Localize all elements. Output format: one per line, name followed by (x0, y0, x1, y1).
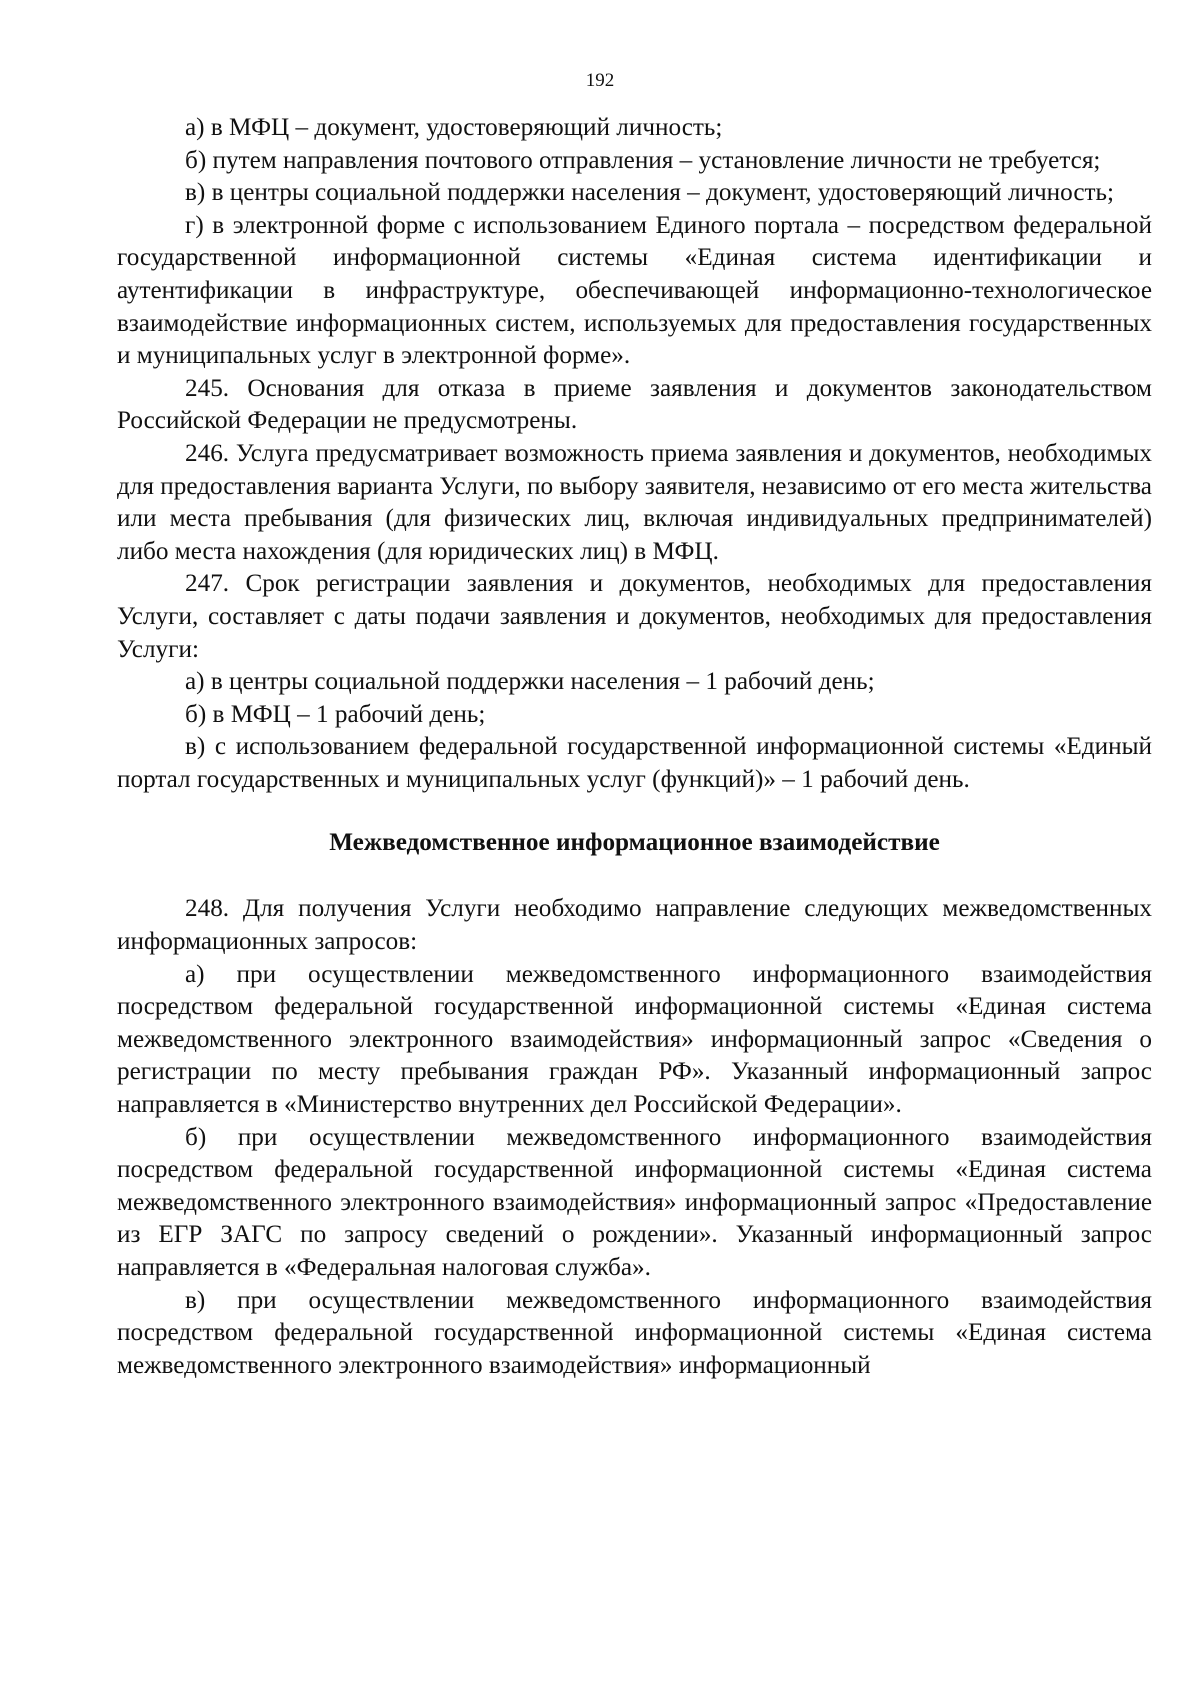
paragraph-245: 245. Основания для отказа в приеме заявления и документов законодательством Российской Федерации не предусмотрены. (117, 374, 1152, 435)
paragraph-248-item-v: в) при осуществлении межведомственного информационного взаимодействия посредством федеральной государственной информационной системы «Единая система межведомственного электронного взаимодействия» информационный (117, 1286, 1152, 1379)
paragraph-247-item-b: б) в МФЦ – 1 рабочий день; (185, 700, 486, 728)
paragraph-246: 246. Услуга предусматривает возможность приема заявления и документов, необходимых для предоставления варианта Услуги, по выбору заявителя, независимо от его места жительства или места пребывания (для физических лиц, включая индивидуальных предпринимателей) либо места нахождения (для юридических лиц) в МФЦ. (117, 439, 1152, 565)
paragraph-247-item-v: в) с использованием федеральной государственной информационной системы «Единый портал государственных и муниципальных услуг (функций)» – 1 рабочий день. (117, 733, 1152, 793)
paragraph-item-v-social-centers: в) в центры социальной поддержки населения – документ, удостоверяющий личность; (185, 179, 1115, 207)
paragraph-item-g-electronic: г) в электронной форме с использованием Единого портала – посредством федеральной государственной информационной системы «Единая система идентификации и аутентификации в инфраструктуре, обеспечивающей информационно-технологическое взаимодействие информационных систем, используемых для предоставления государственных и муниципальных услуг в электронной форме». (117, 211, 1152, 370)
paragraph-248-item-a: а) при осуществлении межведомственного информационного взаимодействия посредством федеральной государственной информационной системы «Единая система межведомственного электронного взаимодействия» информационный запрос «Сведения о регистрации по месту пребывания граждан РФ». Указанный информационный запрос направляется в «Министерство внутренних дел Российской Федерации». (117, 960, 1152, 1119)
paragraph-247: 247. Срок регистрации заявления и документов, необходимых для предоставления Услуги, составляет с даты подачи заявления и документов, необходимых для предоставления Услуги: (117, 570, 1152, 663)
section-heading: Межведомственное информационное взаимодействие (329, 829, 940, 857)
paragraph-item-b-post: б) путем направления почтового отправления – установление личности не требуется; (185, 146, 1101, 174)
paragraph-item-a-mfc: а) в МФЦ – документ, удостоверяющий личность; (185, 114, 723, 141)
paragraph-248: 248. Для получения Услуги необходимо направление следующих межведомственных информационных запросов: (117, 895, 1152, 956)
paragraph-248-item-b: б) при осуществлении межведомственного информационного взаимодействия посредством федеральной государственной информационной системы «Единая система межведомственного электронного взаимодействия» информационный запрос «Предоставление из ЕГР ЗАГС по запросу сведений о рождении». Указанный информационный запрос направляется в «Федеральная налоговая служба». (117, 1123, 1152, 1281)
paragraph-247-item-a: а) в центры социальной поддержки населения – 1 рабочий день; (185, 668, 875, 696)
page-number: 192 (585, 70, 615, 91)
document-body (117, 112, 1152, 1382)
